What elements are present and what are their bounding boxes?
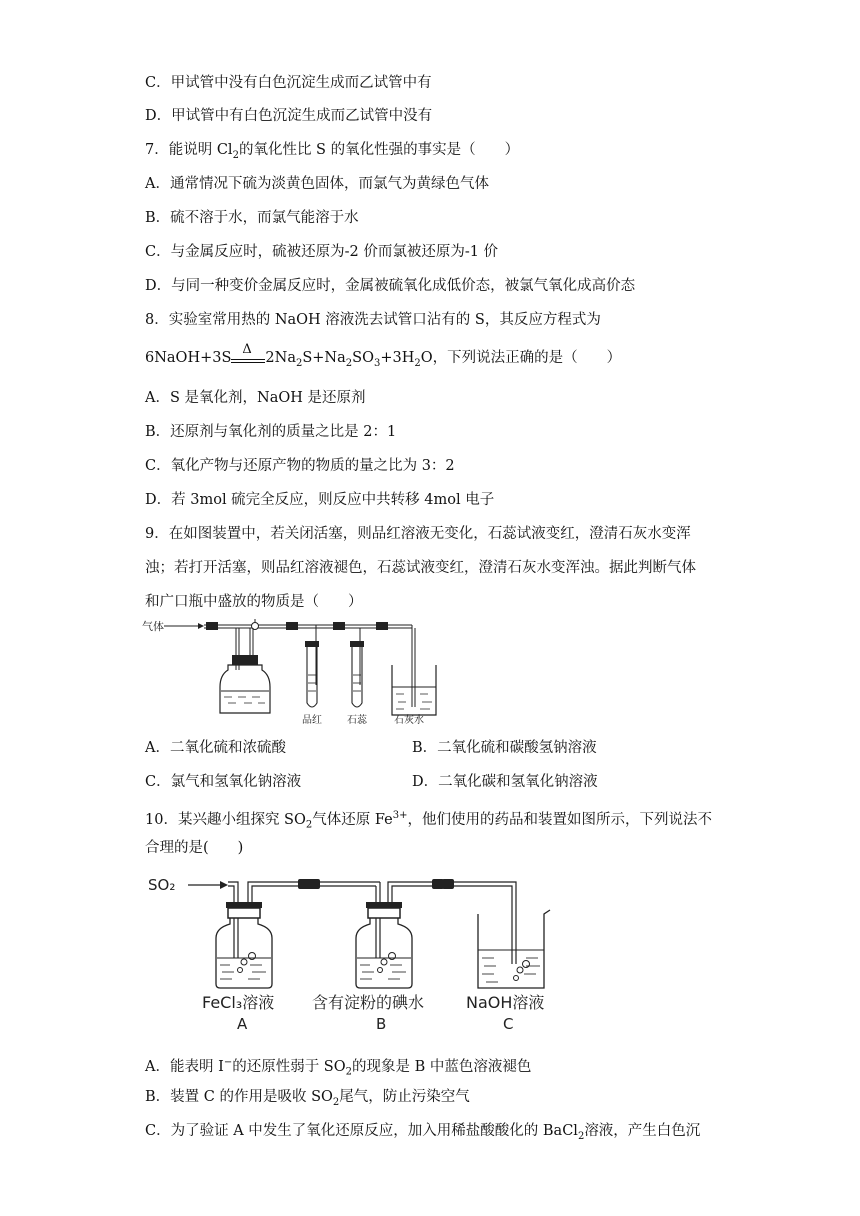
label-c: C	[503, 1015, 514, 1033]
label-pinhong: 品红	[302, 715, 322, 725]
hose-clamp	[206, 622, 218, 630]
q6-option-c: C．甲试管中没有白色沉淀生成而乙试管中有	[145, 75, 432, 91]
q9-apparatus-figure	[140, 615, 450, 725]
q7-option-c: C．与金属反应时，硫被还原为-2 价而氯被还原为-1 价	[145, 244, 499, 260]
q8-option-b: B．还原剂与氧化剂的质量之比是 2：1	[145, 424, 397, 440]
q7-option-d: D．与同一种变价金属反应时，金属被硫氧化成低价态，被氯气氧化成高价态	[145, 278, 636, 294]
q8-option-d: D．若 3mol 硫完全反应，则反应中共转移 4mol 电子	[145, 492, 495, 508]
label-b: B	[376, 1015, 387, 1033]
wide-mouth-bottle	[220, 665, 270, 713]
label-a: A	[237, 1015, 248, 1033]
hose-clamp	[286, 622, 298, 630]
bottle-b	[356, 918, 412, 988]
q9-option-a: A．二氧化硫和浓硫酸	[145, 740, 286, 756]
bottle-stopper	[232, 655, 258, 665]
q9-stem-line3: 和广口瓶中盛放的物质是（ ）	[145, 594, 363, 610]
label-starch-iodine: 含有淀粉的碘水	[312, 993, 425, 1012]
q8-heat-arrow	[231, 342, 265, 368]
q9-option-d: D．二氧化碳和氢氧化钠溶液	[412, 774, 598, 790]
label-shihuishui: 石灰水	[394, 715, 424, 725]
q8-stem: 8．实验室常用热的 NaOH 溶液洗去试管口沾有的 S，其反应方程式为	[145, 312, 601, 328]
hose-clamp	[333, 622, 345, 630]
q10-option-c: C．为了验证 A 中发生了氧化还原反应，加入用稀盐酸酸化的 BaCl$_2$溶液，产生白色沉	[145, 1123, 701, 1142]
q7-option-b: B．硫不溶于水，而氯气能溶于水	[145, 210, 359, 226]
bottle-b-stopper	[366, 902, 402, 908]
q10-option-a: A．能表明 I−的还原性弱于 $SO_2$的现象是 B 中蓝色溶液褪色	[145, 1057, 532, 1078]
bottle-a-stopper	[226, 902, 262, 908]
q10-option-b: B．装置 C 的作用是吸收 $SO_2$尾气，防止污染空气	[145, 1089, 470, 1108]
q8-equation: 6NaOH+3S Δ $2Na_2S+Na_2SO_3+3H_2O$，下列说法正确的是（ ）	[145, 342, 622, 369]
delta-symbol: Δ	[242, 342, 252, 357]
q8-option-c: C．氧化产物与还原产物的物质的量之比为 3：2	[145, 458, 455, 474]
label-fecl3: FeCl₃溶液	[202, 993, 275, 1012]
q10-stem-line1: 10．某兴趣小组探究 $SO_2$气体还原 $Fe^{3+}$，他们使用的药品和装置如图所示，下列说法不	[145, 810, 712, 831]
label-naoh: NaOH溶液	[466, 993, 545, 1012]
q10-stem-line2: 合理的是( )	[145, 840, 244, 856]
q9-stem-line2: 浊；若打开活塞，则品红溶液褪色，石蕊试液变红，澄清石灰水变浑浊。据此判断气体	[145, 560, 696, 576]
q8-option-a: A．S 是氧化剂，NaOH 是还原剂	[145, 390, 366, 406]
fig-gas-label: 气体	[142, 620, 164, 633]
fig-so2-label: SO₂	[148, 876, 176, 894]
hose-clamp	[376, 622, 388, 630]
q6-option-d: D．甲试管中有白色沉淀生成而乙试管中没有	[145, 108, 433, 124]
q9-option-c: C．氯气和氢氧化钠溶液	[145, 774, 302, 790]
q7-stem: 7．能说明 $Cl_2$的氧化性比 S 的氧化性强的事实是（ ）	[145, 142, 520, 161]
q10-apparatus-figure	[140, 866, 560, 1038]
label-shirui: 石蕊	[347, 715, 367, 725]
beaker	[392, 665, 436, 715]
q9-option-b: B．二氧化硫和碳酸氢钠溶液	[412, 740, 597, 756]
q9-stem-line1: 9．在如图装置中，若关闭活塞，则品红溶液无变化，石蕊试液变红，澄清石灰水变浑	[145, 526, 691, 542]
q7-option-a: A．通常情况下硫为淡黄色固体，而氯气为黄绿色气体	[145, 176, 489, 192]
bottle-a	[216, 918, 272, 988]
